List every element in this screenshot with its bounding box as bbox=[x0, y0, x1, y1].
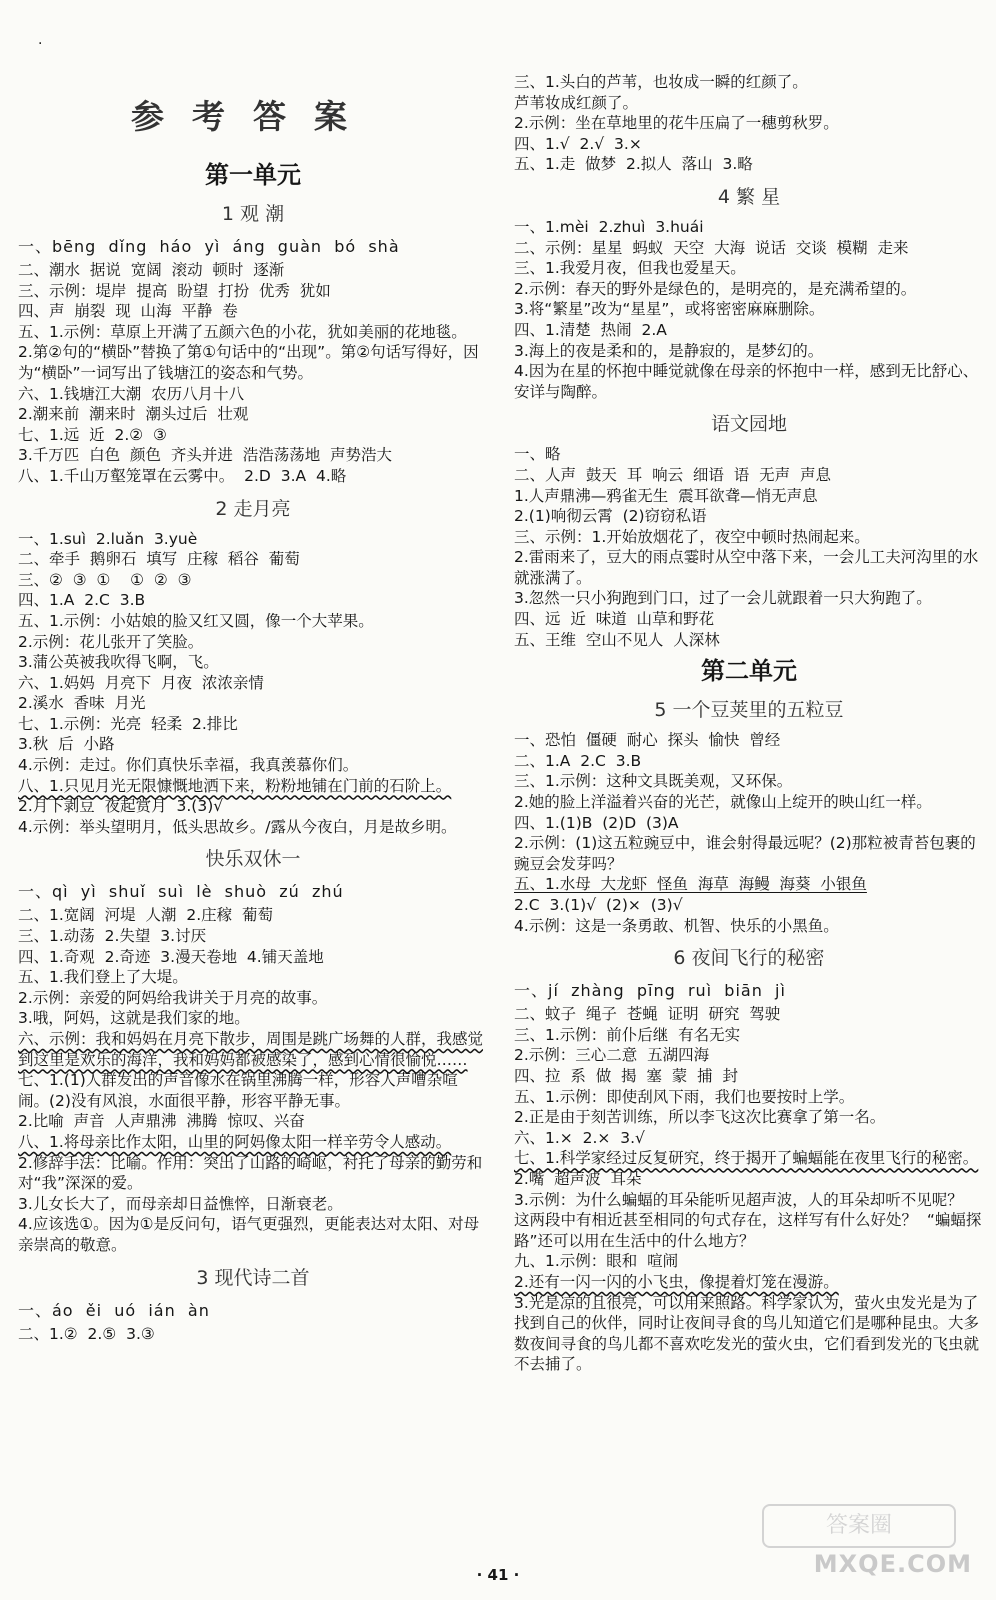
answer-line: 四、1.√ 2.√ 3.× bbox=[514, 134, 642, 153]
answer-line: 芦苇妆成红颜了。 bbox=[514, 93, 639, 112]
answer-line: 2.示例：(1)这五粒豌豆中，谁会射得最远呢？(2)那粒被青苔包裹的豌豆会发芽吗？ bbox=[514, 834, 976, 873]
answer-line: 四、拉 系 做 揭 塞 蒙 捕 封 bbox=[514, 1066, 738, 1085]
answer-line: 4.应该选①。因为①是反问句，语气更强烈，更能表达对太阳、对母亲崇高的敬意。 bbox=[18, 1215, 480, 1254]
answer-line: 六、示例：我和妈妈在月亮下散步，周围是跳广场舞的人群，我感觉到这里是欢乐的海洋，我和妈妈都被感染了，感到心情很愉悦…… bbox=[18, 1030, 484, 1069]
answer-line: 3.儿女长大了，而母亲却日益憔悴，日渐衰老。 bbox=[18, 1194, 343, 1213]
answer-line: 一、1.mèi 2.zhuì 3.huái bbox=[514, 217, 704, 236]
answer-line: 五、1.示例：即使刮风下雨，我们也要按时上学。 bbox=[514, 1087, 855, 1106]
lesson-title: 语文园地 bbox=[710, 413, 787, 436]
answer-line: 四、远 近 味道 山草和野花 bbox=[514, 610, 715, 629]
answer-line: 五、1.示例：草原上开满了五颜六色的小花，犹如美丽的花地毯。 bbox=[18, 322, 467, 341]
answer-line: 2.比喻 声音 人声鼎沸 沸腾 惊叹、兴奋 bbox=[18, 1112, 305, 1131]
answer-line: 一、jí zhàng pīng ruì biān jì bbox=[514, 981, 786, 1001]
unit-title: 第一单元 bbox=[205, 160, 301, 189]
answer-line: 三、示例：堤岸 提高 盼望 打扮 优秀 犹如 bbox=[18, 281, 331, 300]
answer-line: 二、示例：星星 蚂蚁 天空 大海 说话 交谈 模糊 走来 bbox=[514, 238, 909, 257]
answer-line: 八、1.千山万壑笼罩在云雾中。 2.D 3.A 4.略 bbox=[18, 466, 347, 485]
watermark-badge: 答案圈 bbox=[762, 1504, 956, 1548]
lesson-title: 6 夜间飞行的秘密 bbox=[673, 947, 825, 970]
right-column bbox=[514, 72, 984, 1375]
answer-line: 二、牵手 鹅卵石 填写 庄稼 稻谷 葡萄 bbox=[18, 550, 300, 569]
top-dot: · bbox=[38, 36, 43, 52]
answer-line: 二、1.宽阔 河堤 人潮 2.庄稼 葡萄 bbox=[18, 906, 273, 925]
answer-line: 六、1.钱塘江大潮 农历八月十八 bbox=[18, 384, 245, 403]
answer-line: 4.示例：这是一条勇敢、机智、快乐的小黑鱼。 bbox=[514, 916, 839, 935]
answer-line: 二、1.A 2.C 3.B bbox=[514, 751, 642, 770]
answer-line: 四、声 崩裂 现 山海 平静 卷 bbox=[18, 302, 238, 321]
answer-line: 三、1.头白的芦苇，也妆成一瞬的红颜了。 bbox=[514, 73, 808, 91]
answer-line: 2.雷雨来了，豆大的雨点霎时从空中落下来，一会儿工夫河沟里的水就涨满了。 bbox=[514, 548, 979, 587]
answer-line: 二、潮水 据说 宽阔 滚动 顿时 逐渐 bbox=[18, 261, 285, 279]
answer-line: 三、1.示例：前仆后继 有名无实 bbox=[514, 1025, 741, 1044]
answer-line: 七、1.远 近 2.② ③ bbox=[18, 425, 167, 444]
answer-line: 五、1.我们登上了大堤。 bbox=[18, 968, 188, 987]
answer-line: 3.示例：为什么蝙蝠的耳朵能听见超声波，人的耳朵却听不见呢？ 这两段中有相近甚至相同的句式存在，这样写有什么好处？ “蝙蝠探路”还可以用在生活中的什么地方？ bbox=[514, 1190, 982, 1250]
answer-line: 1.人声鼎沸—鸦雀无生 震耳欲聋—悄无声息 bbox=[514, 486, 818, 505]
answer-line: 六、1.× 2.× 3.√ bbox=[514, 1128, 645, 1147]
answer-line: 2.她的脸上洋溢着兴奋的光芒，就像山上绽开的映山红一样。 bbox=[514, 793, 932, 812]
answer-line: 4.示例：走过。你们真快乐幸福，我真羡慕你们。 bbox=[18, 756, 359, 775]
answer-line: 4.因为在星的怀抱中睡觉就像在母亲的怀抱中一样，感到无比舒心、安详与陶醉。 bbox=[514, 362, 979, 401]
answer-line: 2.示例：坐在草地里的花牛压扁了一穗剪秋罗。 bbox=[514, 114, 839, 133]
lesson-title: 4 繁 星 bbox=[717, 185, 781, 208]
answer-line: 3.光是凉的且很亮，可以用来照路。科学家认为，萤火虫发光是为了找到自己的伙伴，同时让夜间寻食的鸟儿知道它们是哪种昆虫。大多数夜间寻食的鸟儿都不喜欢吃发光的萤火虫，它们看到发光的飞虫就不去捕了。 bbox=[514, 1293, 980, 1374]
answer-line: 2.示例：春天的野外是绿色的，是明亮的，是充满希望的。 bbox=[514, 279, 917, 298]
answer-line: 三、示例：1.开始放烟花了，夜空中顿时热闹起来。 bbox=[514, 527, 870, 546]
answer-line: 四、1.奇观 2.奇迹 3.漫天卷地 4.铺天盖地 bbox=[18, 947, 324, 966]
answer-line: 2.正是由于刻苦训练，所以李飞这次比赛拿了第一名。 bbox=[514, 1108, 886, 1127]
answer-line: 2.还有一闪一闪的小飞虫，像提着灯笼在漫游。 bbox=[514, 1272, 839, 1291]
answer-line: 三、1.我爱月夜，但我也爱星天。 bbox=[514, 259, 746, 278]
answer-line: 二、蚊子 绳子 苍蝇 证明 研究 驾驶 bbox=[514, 1005, 781, 1024]
answer-line: 3.海上的夜是柔和的，是静寂的，是梦幻的。 bbox=[514, 341, 824, 360]
answer-line: 七、1.科学家经过反复研究，终于揭开了蝙蝠能在夜里飞行的秘密。 bbox=[514, 1149, 979, 1168]
answer-line: 2.溪水 香味 月光 bbox=[18, 694, 146, 713]
answer-line: 一、1.suì 2.luǎn 3.yuè bbox=[18, 529, 198, 548]
watermark-site: MXQE.COM bbox=[813, 1550, 972, 1578]
answer-line: 一、bēng dǐng háo yì áng guàn bó shà bbox=[18, 237, 400, 256]
page-title: 参考答案 bbox=[131, 97, 375, 136]
answer-line: 八、1.将母亲比作太阳，山里的阿妈像太阳一样辛劳令人感动。 bbox=[18, 1132, 452, 1151]
left-column bbox=[18, 92, 488, 1344]
answer-line: 二、人声 鼓天 耳 响云 细语 语 无声 声息 bbox=[514, 465, 831, 484]
answer-line: 3.将“繁星”改为“星星”，或将密密麻麻删除。 bbox=[514, 300, 825, 319]
answer-line: 一、恐怕 僵硬 耐心 探头 愉快 曾经 bbox=[514, 731, 781, 750]
answer-line: 2.第②句的“横卧”替换了第①句话中的“出现”。第②句话写得好，因为“横卧”一词写出了钱塘江的姿态和气势。 bbox=[18, 343, 479, 382]
answer-line: 2.月下剥豆 夜起赏月 3.(3)√ bbox=[18, 797, 224, 816]
answer-line: 四、1.(1)B (2)D (3)A bbox=[514, 813, 679, 832]
answer-line: 九、1.示例：眼和 喧闹 bbox=[514, 1252, 679, 1271]
answer-line: 五、1.走 做梦 2.拟人 落山 3.略 bbox=[514, 155, 753, 174]
answer-line: 4.示例：举头望明月，低头思故乡。/露从今夜白，月是故乡明。 bbox=[18, 817, 457, 836]
page-number: · 41 · bbox=[476, 1566, 520, 1584]
answer-line: 六、1.妈妈 月亮下 月夜 浓浓亲情 bbox=[18, 673, 264, 692]
answer-line: 2.(1)响彻云霄 (2)窃窃私语 bbox=[514, 507, 707, 526]
lesson-title: 5 一个豆荚里的五粒豆 bbox=[654, 699, 844, 722]
answer-line: 2.修辞手法：比喻。作用：突出了山路的崎岖，衬托了母亲的勤劳和对“我”深深的爱。 bbox=[18, 1153, 483, 1193]
answer-line: 一、áo ěi uó ián àn bbox=[18, 1300, 210, 1320]
answer-line: 五、1.示例：小姑娘的脸又红又圆，像一个大苹果。 bbox=[18, 611, 374, 630]
answer-line: 四、1.清楚 热闹 2.A bbox=[514, 320, 667, 339]
answer-line: 2.示例：花儿张开了笑脸。 bbox=[18, 632, 204, 651]
answer-line: 3.蒲公英被我吹得飞啊，飞。 bbox=[18, 653, 219, 672]
lesson-title: 快乐双休一 bbox=[205, 848, 301, 871]
lesson-title: 3 现代诗二首 bbox=[196, 1266, 310, 1289]
answer-line: 三、② ③ ① ① ② ③ bbox=[18, 570, 192, 589]
answer-line: 五、1.水母 大龙虾 怪鱼 海草 海鳗 海葵 小银鱼 bbox=[514, 875, 867, 894]
answer-line: 一、略 bbox=[514, 445, 561, 464]
answer-line: 四、1.A 2.C 3.B bbox=[18, 591, 146, 610]
answer-line: 3.忽然一只小狗跑到门口，过了一会儿就跟着一只大狗跑了。 bbox=[514, 589, 932, 608]
answer-line: 七、1.(1)人群发出的声音像水在锅里沸腾一样，形容人声嘈杂喧闹。(2)没有风浪，水面很平静，形容平静无事。 bbox=[18, 1071, 458, 1110]
answer-line: 2.C 3.(1)√ (2)× (3)√ bbox=[514, 896, 683, 914]
answer-line: 3.秋 后 小路 bbox=[18, 735, 115, 754]
answer-line: 五、王维 空山不见人 人深林 bbox=[514, 630, 720, 649]
answer-line: 三、1.示例：这种文具既美观，又环保。 bbox=[514, 772, 793, 791]
unit-title: 第二单元 bbox=[701, 656, 797, 686]
answer-line: 一、qì yì shuǐ suì lè shuò zú zhú bbox=[18, 882, 344, 902]
answer-line: 七、1.示例：光亮 轻柔 2.排比 bbox=[18, 714, 238, 733]
answer-line: 三、1.动荡 2.失望 3.讨厌 bbox=[18, 927, 207, 946]
answer-line: 2.示例：三心二意 五湖四海 bbox=[514, 1046, 710, 1065]
answer-line: 二、1.② 2.⑤ 3.③ bbox=[18, 1324, 155, 1343]
answer-line: 2.示例：亲爱的阿妈给我讲关于月亮的故事。 bbox=[18, 988, 328, 1007]
answer-line: 八、1.只见月光无限慷慨地洒下来，粉粉地铺在门前的石阶上。 bbox=[18, 776, 452, 795]
answer-line: 2.潮来前 潮来时 潮头过后 壮观 bbox=[18, 405, 249, 424]
answer-line: 3.千万匹 白色 颜色 齐头并进 浩浩荡荡地 声势浩大 bbox=[18, 446, 393, 465]
lesson-title: 1 观 潮 bbox=[221, 203, 285, 225]
answer-line: 3.哦，阿妈，这就是我们家的地。 bbox=[18, 1009, 250, 1028]
answer-line: 2.嘴 超声波 耳朵 bbox=[514, 1169, 642, 1188]
lesson-title: 2 走月亮 bbox=[215, 497, 291, 520]
